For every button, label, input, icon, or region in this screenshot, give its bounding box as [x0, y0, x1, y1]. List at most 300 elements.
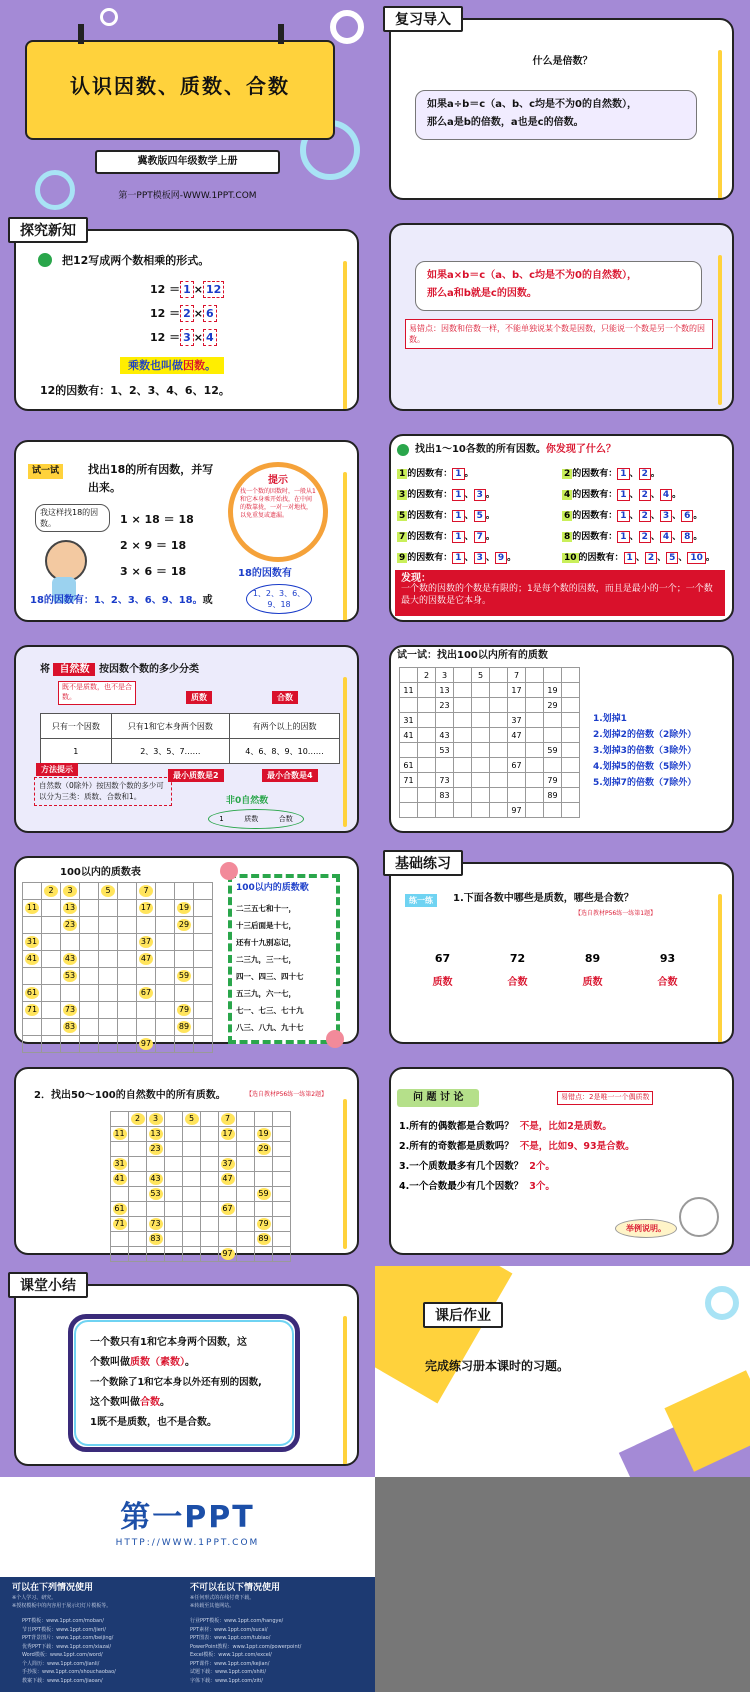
resource-link[interactable]: 字体下载：www.1ppt.com/ziti/	[190, 1677, 263, 1684]
grid-cell	[23, 1036, 42, 1053]
grid-cell	[80, 1036, 99, 1053]
grid-cell	[61, 985, 80, 1002]
grid-cell	[42, 917, 61, 934]
grid-cell	[118, 1002, 137, 1019]
grid-row	[23, 934, 213, 951]
can-2: ※授权模板中的内容用于展示幻灯片模板等。	[12, 1603, 112, 1609]
resource-link[interactable]: PPT模板：www.1ppt.com/moban/	[22, 1618, 104, 1624]
resource-link[interactable]: 手抄报：www.1ppt.com/shouchaobao/	[22, 1669, 116, 1675]
prime-number: 5	[101, 885, 115, 897]
grid-cell	[237, 1112, 255, 1127]
grid-cell	[219, 1217, 237, 1232]
grid-cell	[80, 1019, 99, 1036]
hanger-right	[278, 24, 284, 44]
grid-cell	[111, 1187, 129, 1202]
grid-cell	[273, 1217, 291, 1232]
punct: 、	[672, 511, 682, 521]
prime-number: 23	[439, 700, 450, 710]
number-label: 1	[399, 469, 406, 479]
grid-cell	[526, 668, 544, 683]
definition-line1: 如果a÷b＝c（a、b、c均是不为0的自然数），	[427, 99, 638, 110]
grid-cell	[562, 758, 580, 773]
grid-cell	[201, 1112, 219, 1127]
slide-summary	[0, 1266, 375, 1477]
slide-practice	[375, 844, 750, 1055]
grid-row	[111, 1157, 291, 1172]
grid-cell	[544, 728, 562, 743]
summary-line1: 一个数只有1和它本身两个因数，这	[90, 1337, 247, 1348]
number-label: 5	[399, 511, 406, 521]
sieve-step: 1.划掉1	[593, 714, 627, 724]
grid-cell	[400, 773, 418, 788]
grid-cell	[436, 698, 454, 713]
number-item	[583, 952, 603, 988]
equation-3: 12 ＝ 3 × 4	[150, 329, 217, 346]
grid-cell	[400, 668, 418, 683]
grid-cell	[472, 803, 490, 818]
grid-cell	[454, 683, 472, 698]
punct: 、	[485, 553, 495, 563]
number: 89	[584, 952, 601, 965]
grid-cell	[562, 788, 580, 803]
factor-value: 2	[639, 510, 651, 522]
tip-text: 找一个数的因数时，一般从1和它本身乘开始找，在中间的数靠拢，一对一对地找，以免重复或遗漏。	[240, 488, 316, 520]
grid-cell	[508, 683, 526, 698]
factor-row	[397, 462, 727, 483]
resource-link[interactable]: 试题下载：www.1ppt.com/shiti/	[190, 1669, 267, 1675]
grid-cell	[526, 773, 544, 788]
punct: 、	[657, 553, 667, 563]
grid-cell	[165, 1187, 183, 1202]
grid-cell	[472, 743, 490, 758]
prime-number: 61	[403, 760, 414, 770]
grid-cell	[42, 883, 61, 900]
grid-cell	[472, 668, 490, 683]
resource-link[interactable]: PPT背景图片：www.1ppt.com/beijing/	[22, 1635, 114, 1641]
answer: 18的因数有：1、2、3、6、9、18。或	[30, 595, 213, 606]
prime-number: 41	[26, 954, 38, 963]
grid-cell	[526, 683, 544, 698]
grid-cell	[111, 1142, 129, 1157]
grid-cell	[219, 1142, 237, 1157]
grid-row	[111, 1172, 291, 1187]
table-title: 100以内的质数表	[60, 867, 141, 878]
grid-cell	[183, 1172, 201, 1187]
factor-row	[397, 483, 727, 504]
prime-grid	[22, 882, 213, 1053]
slide-classify	[0, 633, 375, 844]
grid-cell	[23, 1019, 42, 1036]
grid-cell	[472, 713, 490, 728]
song-title: 100以内的质数歌	[236, 883, 309, 893]
prime-number: 3	[63, 885, 77, 897]
factor-value: 2	[639, 531, 651, 543]
grid-cell	[255, 1247, 273, 1262]
answer: 合数	[657, 977, 678, 988]
grid-cell	[526, 743, 544, 758]
resource-link[interactable]: PowerPoint教程：www.1ppt.com/powerpoint/	[190, 1643, 302, 1650]
question: 1.所有的偶数都是合数吗？	[399, 1121, 514, 1132]
prime-number: 17	[511, 685, 522, 695]
grid-cell	[237, 1247, 255, 1262]
punct: 、	[678, 553, 688, 563]
label-text: 的因数有：	[407, 532, 453, 542]
val-3: 4、6、8、9、10……	[230, 739, 340, 764]
grid-cell	[80, 883, 99, 900]
grid-cell	[237, 1232, 255, 1247]
number: 93	[659, 952, 676, 965]
prime-number: 47	[140, 954, 152, 963]
subtitle-text: 冀教版四年级数学上册	[137, 156, 238, 167]
song-line: 还有十九别忘记，	[236, 938, 296, 947]
grid-cell	[194, 917, 213, 934]
grid-cell	[99, 951, 118, 968]
resource-link[interactable]: Word模板：www.1ppt.com/word/	[22, 1652, 103, 1658]
answer: 不是，比如2是质数。	[519, 1121, 612, 1132]
grid-cell	[165, 1232, 183, 1247]
grid-cell	[454, 803, 472, 818]
grid-cell	[42, 1019, 61, 1036]
prime-number: 23	[64, 920, 76, 929]
punct: 、	[464, 553, 474, 563]
punct: 、	[629, 469, 639, 479]
grid-cell	[99, 985, 118, 1002]
grid-cell	[436, 683, 454, 698]
alt-title: 18的因数有	[238, 568, 292, 579]
factor-value: 5	[474, 510, 486, 522]
grid-cell	[273, 1157, 291, 1172]
yellow-corner	[375, 1266, 512, 1403]
grid-cell	[175, 883, 194, 900]
alt-answer: 1、2、3、6、9、18	[246, 584, 312, 614]
grid-cell	[237, 1202, 255, 1217]
prime-number: 2	[131, 1113, 145, 1125]
grid-cell	[490, 698, 508, 713]
grid-cell	[544, 743, 562, 758]
grid-cell	[454, 743, 472, 758]
grid-cell	[147, 1112, 165, 1127]
punct: 、	[650, 511, 660, 521]
prime-number: 53	[150, 1189, 161, 1198]
factor-value: 1	[617, 510, 629, 522]
punct: 、	[635, 553, 645, 563]
grid-cell	[137, 985, 156, 1002]
grid-cell	[42, 1036, 61, 1053]
grid-cell	[194, 900, 213, 917]
grid-row	[111, 1247, 291, 1262]
grid-cell	[147, 1232, 165, 1247]
grid-cell	[111, 1112, 129, 1127]
prime-number: 97	[222, 1249, 233, 1258]
grid-cell	[147, 1202, 165, 1217]
sieve-step: 3.划掉3的倍数（3除外）	[593, 746, 697, 756]
rabbit-illustration	[679, 1197, 719, 1237]
task-line1: 找出18的所有因数，并写	[88, 463, 214, 476]
punct: 、	[650, 532, 660, 542]
resource-link[interactable]: 教案下载：www.1ppt.com/jiaoan/	[22, 1677, 103, 1684]
grid-cell	[137, 951, 156, 968]
definition-line2: 那么a是b的倍数，a也是c的倍数。	[427, 117, 584, 128]
col-3: 有两个以上的因数	[230, 714, 340, 739]
prime-number: 17	[222, 1129, 233, 1138]
factor-value: 9	[495, 552, 507, 564]
prime-number: 67	[511, 760, 522, 770]
grid-cell	[454, 728, 472, 743]
factor-entry	[397, 466, 562, 479]
label-text: 的因数有：	[572, 532, 618, 542]
factor-value: 1	[617, 489, 629, 501]
prime-number: 13	[439, 685, 450, 695]
grid-cell	[219, 1112, 237, 1127]
factor-value: 3	[660, 510, 672, 522]
grid-cell	[400, 728, 418, 743]
grid-row	[23, 951, 213, 968]
grid-cell	[42, 985, 61, 1002]
oval-1: 1	[219, 815, 224, 823]
grid-cell	[400, 788, 418, 803]
grid-cell	[544, 803, 562, 818]
grid-cell	[508, 743, 526, 758]
grid-cell	[137, 968, 156, 985]
resource-link[interactable]: Excel模板：www.1ppt.com/excel/	[190, 1652, 272, 1658]
resource-link[interactable]: 优秀PPT下载：www.1ppt.com/xiazai/	[22, 1643, 112, 1650]
prime-number: 5	[185, 1113, 199, 1125]
number-item	[658, 952, 678, 988]
grid-cell	[400, 713, 418, 728]
grid-cell	[147, 1157, 165, 1172]
can-title: 可以在下列情况使用	[12, 1583, 94, 1593]
factor-value: 1	[617, 468, 629, 480]
grid-row	[111, 1142, 291, 1157]
factor-value: 1	[624, 552, 636, 564]
method-tag: 方法提示	[36, 763, 78, 776]
cannot-title: 不可以在以下情况使用	[190, 1583, 281, 1593]
slide-definition	[375, 211, 750, 422]
sieve-title: 试一试：找出100以内所有的质数	[397, 650, 548, 661]
grid-row	[23, 900, 213, 917]
number-label: 2	[564, 469, 571, 479]
grid-cell	[23, 951, 42, 968]
section-tag: 课堂小结	[8, 1272, 88, 1298]
prime-number: 59	[547, 745, 558, 755]
grid-cell	[194, 934, 213, 951]
grid-cell	[129, 1142, 147, 1157]
grid-cell	[147, 1142, 165, 1157]
slide-explore	[0, 211, 375, 422]
neither-note: 既不是质数，也不是合数。	[58, 681, 136, 705]
task: 找出1～10各数的所有因数。你发现了什么？	[415, 444, 616, 455]
prime-number: 73	[439, 775, 450, 785]
grid-cell	[194, 1036, 213, 1053]
prime-number: 79	[178, 1005, 190, 1014]
grid-cell	[544, 788, 562, 803]
answer: 3个。	[529, 1181, 555, 1192]
answer: 质数	[582, 977, 603, 988]
slide-title-text: 认识因数、质数、合数	[70, 74, 290, 98]
slide-try	[0, 422, 375, 633]
col-2: 只有1和它本身两个因数	[111, 714, 229, 739]
punct: 。	[693, 511, 703, 521]
grid-cell	[129, 1202, 147, 1217]
label-text: 的因数有：	[407, 469, 453, 479]
prime-number: 29	[178, 920, 190, 929]
grid-cell	[23, 968, 42, 985]
factor-value: 8	[681, 531, 693, 543]
grid-cell	[42, 934, 61, 951]
factor-value: 5	[666, 552, 678, 564]
prime-number: 2	[423, 670, 430, 680]
section-tag: 基础练习	[383, 850, 463, 876]
section-tag: 复习导入	[383, 6, 463, 32]
number-row	[405, 952, 705, 988]
grid-cell	[80, 900, 99, 917]
prime-number: 59	[178, 971, 190, 980]
homework-task: 完成练习册本课时的习题。	[425, 1359, 570, 1373]
links-left	[22, 1617, 116, 1685]
grid-cell	[526, 788, 544, 803]
grid-cell	[147, 1127, 165, 1142]
grid-cell	[237, 1187, 255, 1202]
grid-cell	[165, 1217, 183, 1232]
answer: 2个。	[529, 1161, 555, 1172]
question: 4.一个合数最少有几个因数？	[399, 1181, 524, 1192]
grid-cell	[508, 728, 526, 743]
grid-cell	[147, 1172, 165, 1187]
grid-cell	[137, 900, 156, 917]
answer: 不是，比如9、93是合数。	[519, 1141, 635, 1152]
grid-cell	[255, 1127, 273, 1142]
grid-cell	[99, 968, 118, 985]
grid-cell	[436, 728, 454, 743]
number-label: 7	[399, 532, 406, 542]
label-text: 的因数有：	[572, 511, 618, 521]
grid-cell	[418, 743, 436, 758]
grid-cell	[118, 917, 137, 934]
factor-value: 6	[681, 510, 693, 522]
grid-cell	[80, 985, 99, 1002]
number-grid	[399, 667, 580, 818]
grid-cell	[175, 951, 194, 968]
grid-cell	[201, 1157, 219, 1172]
resource-link[interactable]: 节日PPT模板：www.1ppt.com/jieri/	[22, 1626, 106, 1633]
grid-cell	[118, 900, 137, 917]
prime-number: 31	[403, 715, 414, 725]
grid-cell	[61, 968, 80, 985]
grid-cell	[273, 1232, 291, 1247]
grid-cell	[99, 1019, 118, 1036]
grid-cell	[175, 900, 194, 917]
grid-cell	[454, 788, 472, 803]
song-line: 五三九，六一七，	[236, 989, 296, 998]
grid-cell	[400, 758, 418, 773]
resource-link[interactable]: PPT素材：www.1ppt.com/sucai/	[190, 1626, 268, 1633]
grid-row	[23, 1036, 213, 1053]
grid-cell	[508, 788, 526, 803]
punct: 。	[485, 490, 495, 500]
punct: 。	[693, 532, 703, 542]
grid-cell	[255, 1142, 273, 1157]
punct: 、	[464, 490, 474, 500]
equation-1: 1 × 18 ＝ 18	[120, 513, 194, 526]
factor-value: 10	[687, 552, 706, 564]
grid-cell	[61, 1036, 80, 1053]
prime-number: 3	[441, 670, 448, 680]
grid-cell	[80, 951, 99, 968]
resource-link[interactable]: 行业PPT模板：www.1ppt.com/hangye/	[190, 1618, 284, 1624]
cannot-1: ※任何形式的在线付费下载。	[190, 1595, 255, 1601]
grid-cell	[129, 1112, 147, 1127]
grid-cell	[526, 803, 544, 818]
number-label: 6	[564, 511, 571, 521]
grid-row	[400, 743, 580, 758]
grid-cell	[147, 1187, 165, 1202]
qa-row	[399, 1137, 729, 1157]
prime-number: 19	[258, 1129, 269, 1138]
grid-cell	[156, 900, 175, 917]
punct: 、	[629, 511, 639, 521]
resource-link[interactable]: PPT课件：www.1ppt.com/kejian/	[190, 1660, 270, 1667]
label-text: 的因数有：	[407, 490, 453, 500]
grid-cell	[418, 758, 436, 773]
number: 67	[434, 952, 451, 965]
logo-url: HTTP://WWW.1PPT.COM	[115, 1538, 260, 1548]
grid-cell	[454, 698, 472, 713]
grid-cell	[61, 951, 80, 968]
grid-cell	[99, 934, 118, 951]
resource-link[interactable]: PPT图表：www.1ppt.com/tubiao/	[190, 1635, 271, 1641]
prime-label: 质数	[186, 691, 212, 704]
grid-cell	[175, 1036, 194, 1053]
deco-circle	[705, 1286, 739, 1320]
factor-value: 1	[452, 510, 464, 522]
deco-dot	[100, 8, 118, 26]
factor-value: 1	[452, 531, 464, 543]
prime-number: 61	[114, 1204, 125, 1213]
grid-cell	[562, 728, 580, 743]
prime-number: 73	[64, 1005, 76, 1014]
resource-link[interactable]: 个人简历：www.1ppt.com/jianli/	[22, 1660, 100, 1667]
grid-cell	[201, 1127, 219, 1142]
site-text: 第一PPT模板网-WWW.1PPT.COM	[118, 191, 257, 201]
grid-cell	[23, 917, 42, 934]
task: 把12写成两个数相乘的形式。	[62, 254, 210, 267]
factor-entry	[562, 529, 727, 542]
grid-cell	[418, 788, 436, 803]
grid-cell	[156, 917, 175, 934]
grid-cell	[118, 951, 137, 968]
section-tag: 探究新知	[8, 217, 88, 243]
grid-cell	[418, 728, 436, 743]
grid-cell	[562, 803, 580, 818]
grid-cell	[237, 1157, 255, 1172]
equation-2: 12 ＝ 2 × 6	[150, 305, 217, 322]
number-label: 10	[564, 553, 577, 563]
grid-row	[111, 1112, 291, 1127]
song-lines	[236, 900, 336, 1036]
nonzero-oval	[208, 809, 304, 829]
grid-cell	[61, 900, 80, 917]
grid-cell	[237, 1172, 255, 1187]
prime-number: 97	[140, 1039, 152, 1048]
warning-note: 易错点：因数和倍数一样，不能单独说某个数是因数，只能说一个数是另一个数的因数。	[405, 319, 713, 349]
grid-cell	[544, 773, 562, 788]
grid-row	[111, 1217, 291, 1232]
grid-cell	[255, 1157, 273, 1172]
nonzero-label: 非0自然数	[226, 796, 269, 806]
factor-value: 1	[452, 552, 464, 564]
practice-label: 练一练	[405, 894, 437, 907]
classify-table	[40, 713, 340, 764]
